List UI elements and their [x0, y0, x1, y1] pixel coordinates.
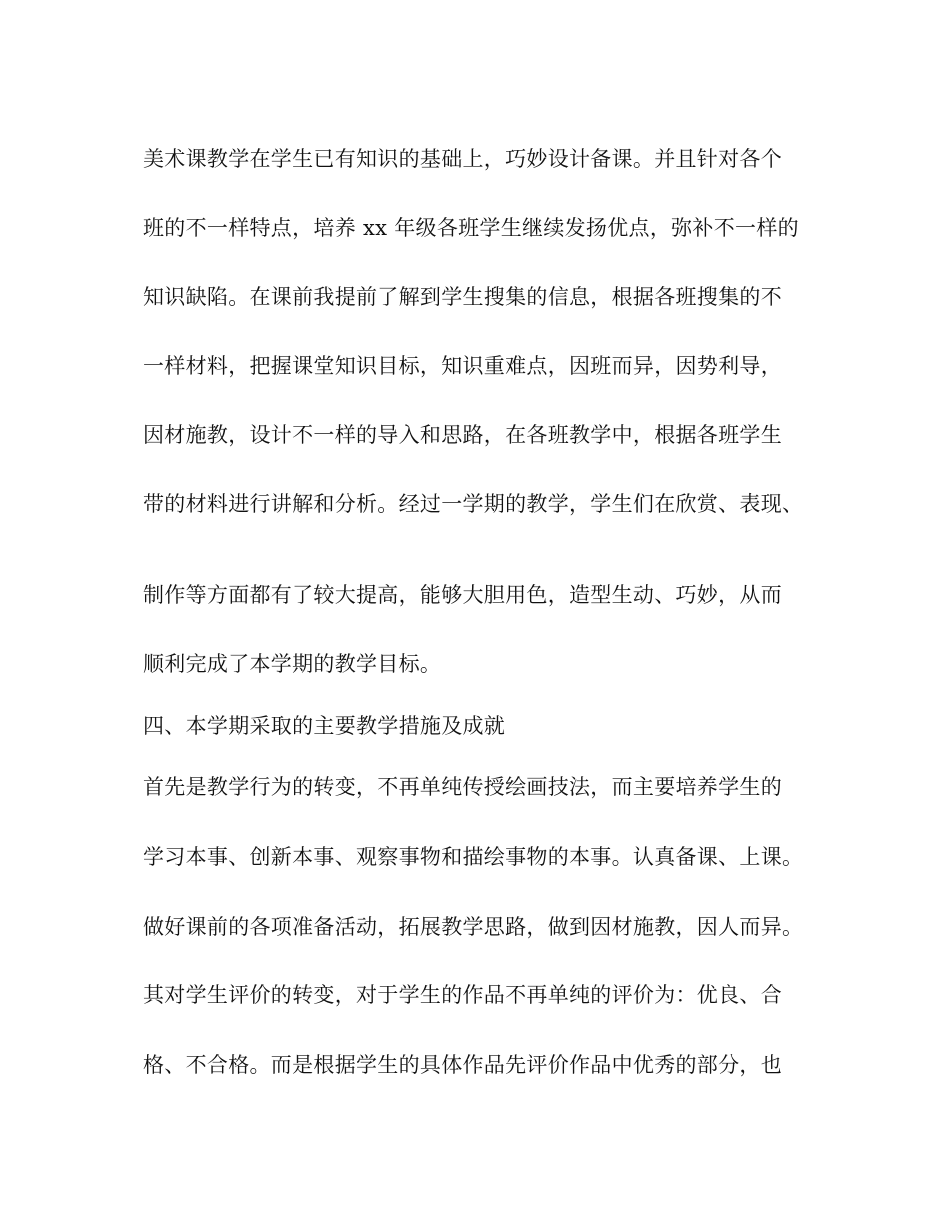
- text-line: 带的材料进行讲解和分析。经过一学期的教学，学生们在欣赏、表现、: [143, 492, 804, 516]
- text-line: 制作等方面都有了较大提高，能够大胆用色，造型生动、巧妙，从而: [143, 583, 782, 607]
- text-line: 美术课教学在学生已有知识的基础上，巧妙设计备课。并且针对各个: [143, 147, 782, 171]
- text-line: 一样材料，把握课堂知识目标，知识重难点，因班而异，因势利导，: [143, 354, 782, 378]
- text-line: 格、不合格。而是根据学生的具体作品先评价作品中优秀的部分，也: [143, 1053, 782, 1077]
- text-line: 首先是教学行为的转变，不再单纯传授绘画技法，而主要培养学生的: [143, 775, 782, 799]
- section-heading: 四、本学期采取的主要教学措施及成就: [143, 714, 506, 738]
- text-line: 因材施教，设计不一样的导入和思路，在各班教学中，根据各班学生: [143, 423, 782, 447]
- text-line: 顺利完成了本学期的教学目标。: [143, 652, 442, 676]
- text-line: 班的不一样特点，培养 xx 年级各班学生继续发扬优点，弥补不一样的: [143, 216, 799, 240]
- text-line: 做好课前的各项准备活动，拓展教学思路，做到因材施教，因人而异。: [143, 915, 804, 939]
- text-line: 其对学生评价的转变，对于学生的作品不再单纯的评价为：优良、合: [143, 983, 782, 1007]
- text-line: 知识缺陷。在课前我提前了解到学生搜集的信息，根据各班搜集的不: [143, 285, 782, 309]
- text-line: 学习本事、创新本事、观察事物和描绘事物的本事。认真备课、上课。: [143, 845, 804, 869]
